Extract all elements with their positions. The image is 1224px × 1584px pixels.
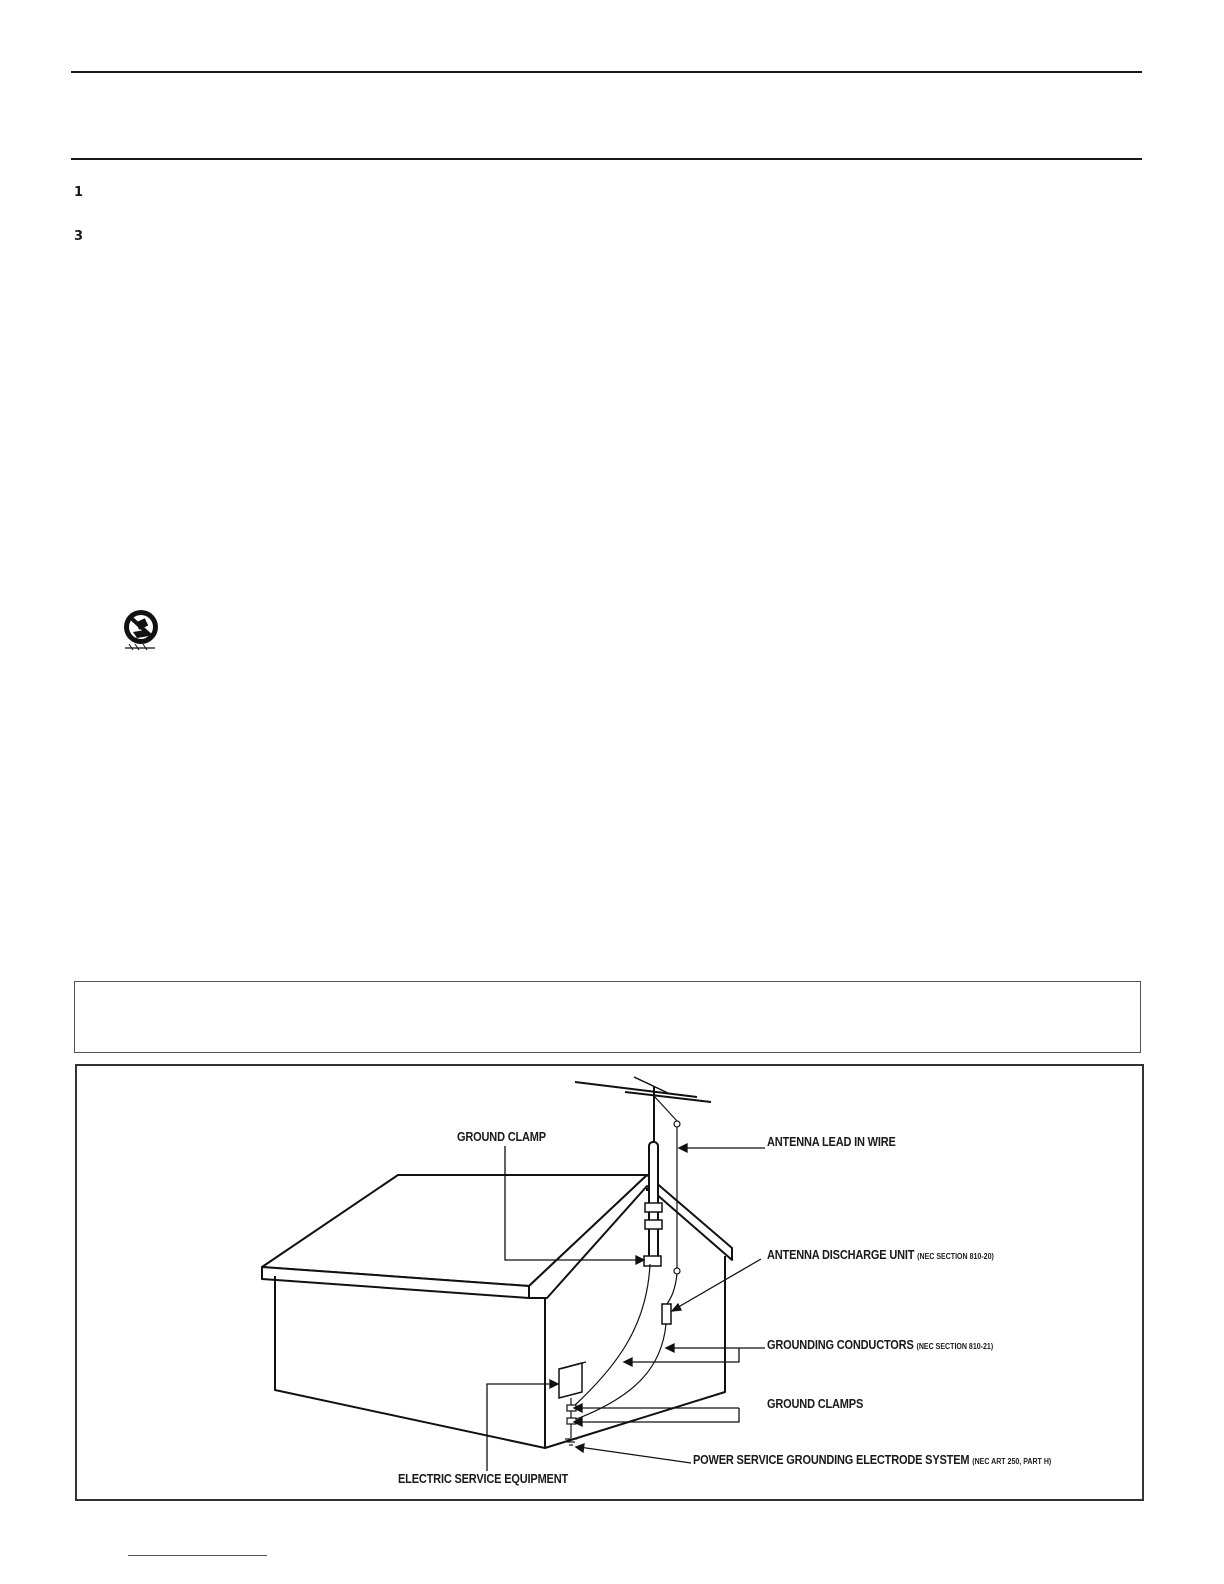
notice-box — [74, 981, 1141, 1053]
item-number-1: 1 — [74, 185, 84, 200]
label-power-service-grounding — [693, 1453, 1051, 1467]
label-antenna-discharge-unit-text: ANTENNA DISCHARGE UNIT — [767, 1248, 915, 1262]
footer-link-underline[interactable] — [128, 1555, 267, 1556]
label-antenna-lead-in-wire: ANTENNA LEAD IN WIRE — [767, 1135, 896, 1149]
label-grounding-conductors — [767, 1338, 993, 1352]
header-bottom-rule — [71, 158, 1142, 160]
label-grounding-conductors-text: GROUNDING CONDUCTORS — [767, 1338, 914, 1352]
label-ground-clamps: GROUND CLAMPS — [767, 1397, 864, 1411]
label-power-service-grounding-ref: (NEC ART 250, PART H) — [972, 1457, 1052, 1466]
label-grounding-conductors-ref: (NEC SECTION 810-21) — [916, 1342, 994, 1351]
label-ground-clamp: GROUND CLAMP — [457, 1130, 546, 1144]
header-top-rule — [71, 71, 1142, 73]
item-number-3: 3 — [74, 229, 84, 244]
cart-tip-over-warning-icon — [115, 606, 167, 652]
label-antenna-discharge-unit — [767, 1248, 994, 1262]
label-antenna-discharge-unit-ref: (NEC SECTION 810-20) — [917, 1252, 994, 1261]
label-power-service-grounding-text: POWER SERVICE GROUNDING ELECTRODE SYSTEM — [693, 1453, 970, 1467]
antenna-grounding-diagram — [77, 1066, 1142, 1499]
antenna-grounding-figure — [75, 1064, 1144, 1501]
label-electric-service-equipment: ELECTRIC SERVICE EQUIPMENT — [398, 1472, 569, 1486]
